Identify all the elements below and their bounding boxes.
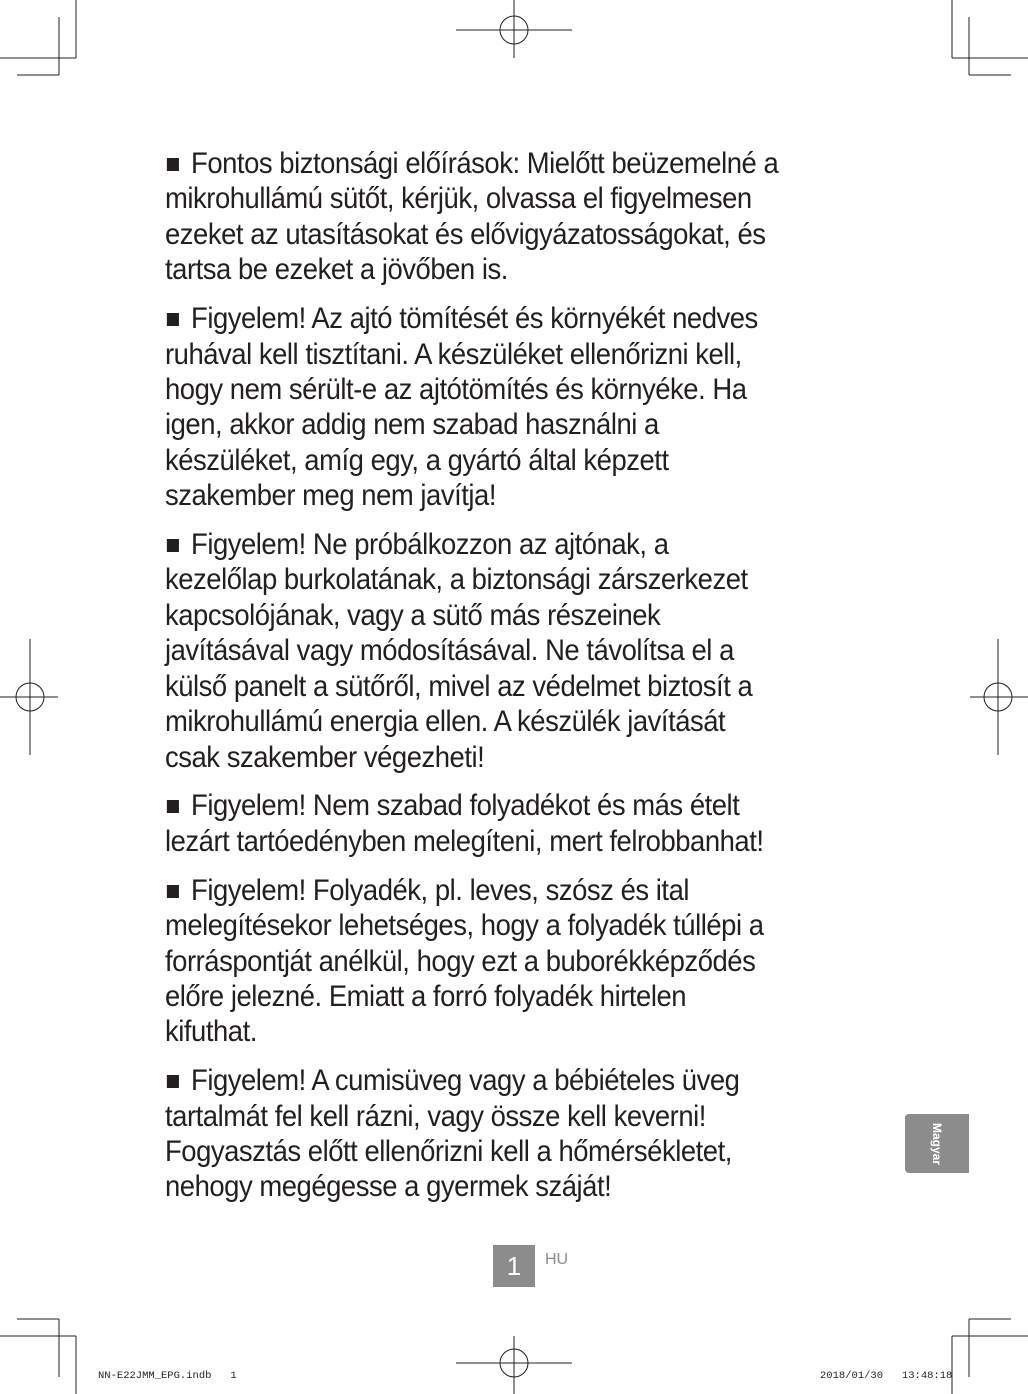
text-line: nehogy megégesse a gyermek száját!	[165, 1170, 612, 1204]
paragraph-door-seal	[165, 301, 864, 513]
text-line: mikrohullámú sütőt, kérjük, olvassa el figyelmesen	[165, 182, 752, 216]
line-text: Figyelem! A cumisüveg vagy a bébiételes üveg	[191, 1064, 740, 1098]
text-line: készüléket, amíg egy, a gyártó által képzett	[165, 443, 669, 477]
text-line	[165, 301, 864, 336]
language-code: HU	[545, 1251, 569, 1268]
text-line: Fogyasztás előtt ellenőrizni kell a hőmérsékletet,	[165, 1135, 732, 1169]
square-bullet-icon	[167, 1075, 179, 1088]
language-tab	[905, 1114, 969, 1173]
square-bullet-icon	[167, 539, 179, 552]
line-text: Figyelem! Nem szabad folyadékot és más ételt	[191, 789, 740, 823]
text-line: szakember meg nem javítja!	[165, 479, 496, 513]
text-line: tartsa be ezeket a jövőben is.	[165, 253, 508, 287]
paragraph-sealed-containers	[165, 788, 864, 859]
line-text: Fontos biztonsági előírások: Mielőtt beüzemelné a	[191, 147, 779, 180]
footer-filename: NN-E22JMM_EPG.indb 1	[98, 1370, 237, 1382]
line-text: Figyelem! Folyadék, pl. leves, szósz és ital	[191, 873, 689, 907]
text-line	[165, 873, 864, 908]
language-tab-label: Magyar	[930, 1122, 944, 1165]
paragraph-baby-food	[165, 1063, 864, 1205]
text-line: kapcsolójának, vagy a sütő más részeinek	[165, 598, 661, 632]
text-line	[165, 788, 864, 823]
text-line	[165, 1063, 864, 1098]
text-line: külső panelt a sütőről, mivel az védelmet biztosít a	[165, 669, 753, 703]
text-line: kifuthat.	[165, 1015, 257, 1049]
text-line: ruhával kell tisztítani. A készüléket ellenőrizni kell,	[165, 337, 742, 371]
text-line: csak szakember végezheti!	[165, 740, 485, 774]
line-text: Figyelem! Az ajtó tömítését és környékét nedves	[191, 302, 758, 336]
text-line: igen, akkor addig nem szabad használni a	[165, 408, 659, 442]
page-number: 1	[493, 1245, 535, 1287]
text-line: mikrohullámú energia ellen. A készülék javítását	[165, 705, 726, 739]
text-line: kezelőlap burkolatának, a biztonsági zárszerkezet	[165, 563, 748, 597]
paragraph-boiling-liquid	[165, 873, 864, 1050]
paragraph-important-safety	[165, 146, 864, 288]
safety-instructions	[165, 146, 865, 1218]
text-line: előre jelezné. Emiatt a forró folyadék hirtelen	[165, 979, 687, 1013]
text-line: lezárt tartóedényben melegíteni, mert felrobbanhat!	[165, 824, 764, 858]
text-line: javításával vagy módosításával. Ne távolítsa el a	[165, 634, 734, 668]
footer-timestamp: 2018/01/30 13:48:18	[820, 1370, 953, 1382]
square-bullet-icon	[167, 885, 179, 898]
square-bullet-icon	[167, 313, 179, 326]
square-bullet-icon	[167, 158, 179, 171]
text-line: tartalmát fel kell rázni, vagy össze kell keverni!	[165, 1099, 706, 1133]
square-bullet-icon	[167, 800, 179, 813]
text-line: melegítésekor lehetséges, hogy a folyadék túllépi a	[165, 909, 764, 943]
text-line	[165, 527, 864, 562]
text-line	[165, 146, 864, 181]
line-text: Figyelem! Ne próbálkozzon az ajtónak, a	[191, 528, 669, 562]
text-line: hogy nem sérült-e az ajtótömítés és környéke. Ha	[165, 372, 747, 406]
text-line: forráspontját anélkül, hogy ezt a buborékképződés	[165, 944, 756, 978]
text-line: ezeket az utasításokat és elővigyázatosságokat, és	[165, 217, 766, 251]
paragraph-no-repairs	[165, 527, 864, 775]
